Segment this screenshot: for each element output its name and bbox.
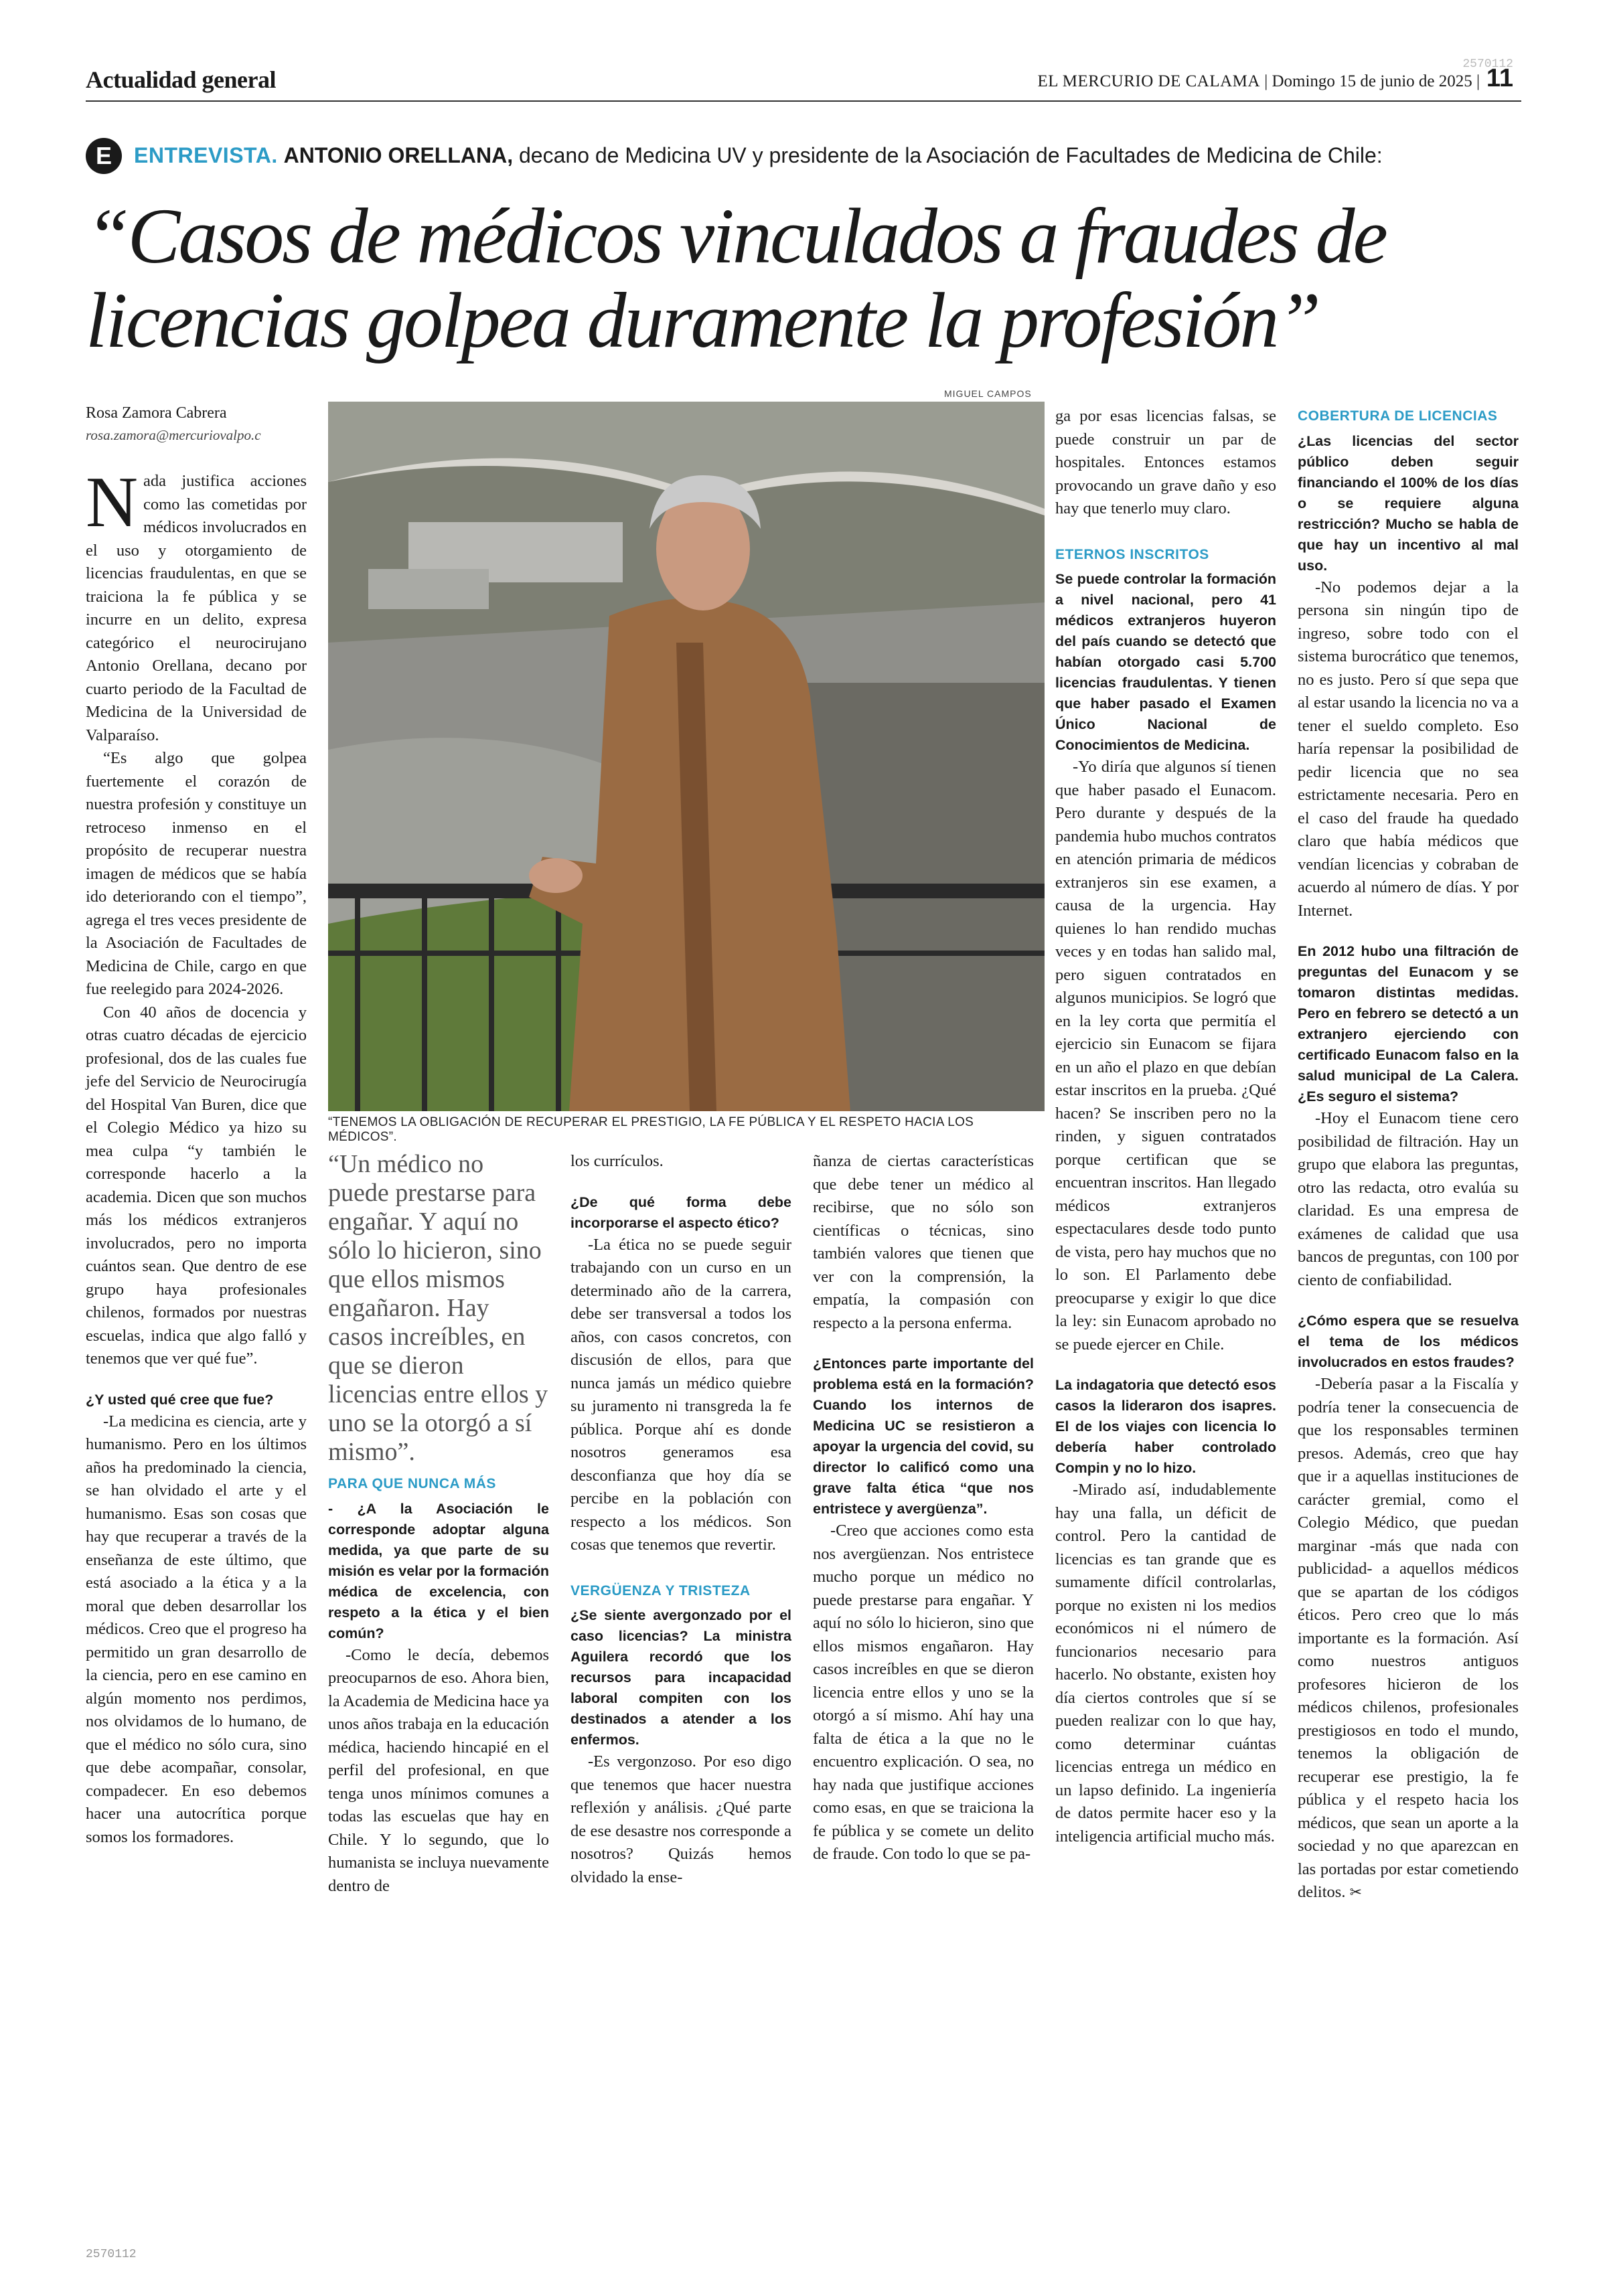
kicker-name: ANTONIO ORELLANA, — [283, 143, 514, 167]
answer: -Creo que acciones como esta nos avergüenzan. Nos entristece mucho porque un médico no puede prestarse para engañar. Y aquí no sólo lo hicieron, sino que ellos mismos engañaron. Hay casos increíbles en que se dieron licencia entre ellos y uno se la otorgó a sí mismo. Ahí hay una falta de ética a la que no le encuentro explicación. O sea, no hay nada que justifique acciones como esas, en que se traiciona la fe pública y se comete un delito de fraude. Con todo lo que se pa- — [813, 1522, 1034, 1863]
kicker-role: decano de Medicina UV y presidente de la Asociación de Facultades de Medicina de Chile: — [519, 143, 1383, 167]
subheading: VERGÜENZA Y TRISTEZA — [570, 1582, 751, 1598]
paragraph: “Es algo que golpea fuertemente el corazón de nuestra profesión y constituye un retroceso inmenso en el propósito de recuperar nuestra imagen de médicos que se había ido deteriorando con el tiempo”, agrega el tres veces presidente de la Asociación de Facultades de Medicina de Chile, cargo en que fue reelegido para 2024-2026. — [86, 749, 307, 998]
subheading: COBERTURA DE LICENCIAS — [1298, 408, 1498, 424]
question: En 2012 hubo una filtración de preguntas del Eunacom y se tomaron distintas medidas. Pero en febrero se detectó a un extranjero ejerciendo con certificado Eunacom falso en la salud municipal de La Calera. ¿Es seguro el sistema? — [1298, 943, 1519, 1104]
answer: -La medicina es ciencia, arte y humanismo. Pero en los últimos años ha predominado la ciencia, se han olvidado el arte y el humanismo. Esas son cosas que hay que recuperar a través de la enseñanza de este último, que está asociado a la ética y a la moral que deben desarrollar los médicos. Creo que el progreso ha permitido un gran desarrollo de la ciencia, pero en ese camino en algún momento nos perdimos, nos olvidamos de lo humano, de que el médico no sólo cura, sino que debe acompañar, consolar, compadecer. En eso debemos hacer una autocrítica porque somos los formadores. — [86, 1412, 307, 1846]
paragraph: Con 40 años de docencia y otras cuatro décadas de ejercicio profesional, dos de las cuales fue jefe del Servicio de Neurocirugía del Hospital Van Buren, dice que el Colegio Médico ya hizo su mea culpa “y también le corresponde hacerlo a la academia. Dicen que son muchos más los médicos extranjeros involucrados, pero no importa cuántos sean. Que dentro de ese grupo haya profesionales chilenos, formados por nuestras escuelas, indica que algo falló y tenemos que ver qué fue”. — [86, 1003, 307, 1368]
archive-stamp: 2570112 — [1462, 58, 1513, 71]
question: ¿Las licencias del sector público deben seguir financiando el 100% de los días o se requiere alguna restricción? Mucho se habla de que hay un incentivo al mal uso. — [1298, 432, 1519, 574]
answer: -Hoy el Eunacom tiene cero posibilidad de filtración. Hay un grupo que elabora las preguntas, otro las redacta, otro evalúa su claridad. Es una empresa de exámenes de calidad que usa bancos de preguntas, con 100 por ciento de confiabilidad. — [1298, 1109, 1519, 1289]
answer: -No podemos dejar a la persona sin ningún tipo de ingreso, sobre todo con el sistema burocrático que tenemos, no es justo. Pero sí que sepa que al estar usando la licencia no va a tener el sueldo completo. Eso haría repensar la posibilidad de pedir licencia que no sea estrictamente necesaria. Pero en el caso del fraude ha quedado claro que había médicos que vendían licencias y cobraban de acuerdo al número de días. Y por Internet. — [1298, 578, 1519, 920]
end-mark-icon: ✂ — [1349, 1884, 1363, 1901]
continuation: los currículos. — [570, 1152, 664, 1170]
question: ¿De qué forma debe incorporarse el aspecto ético? — [570, 1194, 791, 1231]
subheading: PARA QUE NUNCA MÁS — [328, 1476, 496, 1491]
question: ¿Entonces parte importante del problema está en la formación? Cuando los internos de Medicina UC se resistieron a apoyar la urgencia del covid, su director lo calificó como una grave falta ética “que nos entristece y avergüenza”. — [813, 1356, 1034, 1517]
question: Se puede controlar la formación a nivel nacional, pero 41 médicos extranjeros huyeron del país cuando se detectó que habían otorgado casi 5.700 licencias fraudulentas. Y tienen que haber pasado el Examen Único Nacional de Conocimientos de Medicina. — [1055, 571, 1276, 753]
answer: -Mirado así, indudablemente hay una falla, un déficit de control. Pero la cantidad de licencias es tan grande que es sumamente difícil controlarlas, porque no existen ni los medios económicos ni el número de funcionarios necesario para hacerlo. No obstante, existen hoy día ciertos controles que sí se pueden realizar con lo que hay, como determinar cuántas licencias entrega un médico en un lapso definido. La ingeniería de datos permite hacer eso y la inteligencia artificial mucho más. — [1055, 1481, 1276, 1846]
answer-text: -Debería pasar a la Fiscalía y podría tener la consecuencia de que los responsables terminen presos. Además, creo que hay que ir a aquellas instituciones de carácter gremial, como el Colegio Médico, que puedan marginar -más que nada con publicidad- a aquellos médicos que se apartan de los códigos éticos. Pero creo que lo más importante es la formación. Así como nuestros antiguos profesores hicieron de los médicos chilenos, profesionales prestigiosos en todo el mundo, tenemos la obligación de recuperar ese prestigio, la fe pública y el respeto hacia los médicos, que sean un aporte a la sociedad y no que aparezcan en las portadas por estar cometiendo delitos. — [1298, 1375, 1519, 1901]
interview-badge: E — [86, 138, 122, 174]
answer: -Es vergonzoso. Por eso digo que tenemos que hacer nuestra reflexión y análisis. ¿Qué parte de ese desastre nos corresponde a nosotros? Quizás hemos olvidado la ense- — [570, 1752, 791, 1886]
column-3 — [570, 1150, 791, 1889]
column-5 — [1055, 405, 1276, 1848]
answer: -Como le decía, debemos preocuparnos de eso. Ahora bien, la Academia de Medicina hace ya unos años trabaja en la educación médica, haciendo hincapié en el perfil del profesional, en que tenga unos mínimos comunes a todas las escuelas que hay en Chile. Y lo segundo, que lo humanista se incluya nuevamente dentro de — [328, 1645, 549, 1895]
column-2 — [328, 1473, 549, 1898]
issue-date: Domingo 15 de junio de 2025 — [1272, 72, 1472, 90]
portrait-illustration — [328, 402, 1045, 1111]
subheading: ETERNOS INSCRITOS — [1055, 546, 1209, 562]
column-6 — [1298, 405, 1519, 1905]
byline-author: Rosa Zamora Cabrera — [86, 404, 227, 422]
publication-name: EL MERCURIO DE CALAMA — [1037, 72, 1260, 90]
answer: -La ética no se puede seguir trabajando con un curso en un determinado año de la carrera, debe ser transversal a todos los años, con casos concretos, con discusión de ellos, para que nunca jamás un médico quiebre su juramento ni transgreda la fe pública. Porque ahí es donde nosotros generamos esa desconfianza que hoy día se percibe en la población con respecto a los médicos. Son cosas que tenemos que revertir. — [570, 1235, 791, 1554]
continuation: ga por esas licencias falsas, se puede construir un par de hospitales. Entonces estamos provocando un grave daño y eso hay que tenerlo muy claro. — [1055, 407, 1276, 517]
continuation: ñanza de ciertas características que debe tener un médico al recibirse, que no sólo son científicas o técnicas, sino también valores que tienen que ver con la comprensión, la empatía, la compasión con respecto a la persona enferma. — [813, 1152, 1034, 1332]
page-number: 11 — [1486, 64, 1513, 92]
question: ¿Cómo espera que se resuelva el tema de los médicos involucrados en estos fraudes? — [1298, 1313, 1519, 1370]
kicker — [134, 143, 1383, 168]
lead-paragraph — [86, 463, 307, 747]
question: ¿Se siente avergonzado por el caso licencias? La ministra Aguilera recordó que los recursos para incapacidad laboral compiten con los destinados a atender a los enfermos. — [570, 1607, 791, 1748]
column-4 — [813, 1150, 1034, 1866]
masthead: EL MERCURIO DE CALAMA | Domingo 15 de junio de 2025 | — [1037, 72, 1480, 90]
lead-text: ada justifica acciones como las cometidas por médicos involucrados en el uso y otorgamiento de licencias fraudulentas, en que se traiciona la fe pública y se incurre en un delito, expresa categórico el neurocirujano Antonio Orellana, decano por cuarto periodo de la Facultad de Medicina de la Universidad de Valparaíso. — [86, 472, 307, 744]
photo-caption: “TENEMOS LA OBLIGACIÓN DE RECUPERAR EL PRESTIGIO, LA FE PÚBLICA Y EL RESPETO HACIA LOS MÉDICOS”. — [328, 1115, 974, 1144]
drop-cap: N — [86, 463, 138, 542]
column-1 — [86, 463, 307, 1849]
headline: “Casos de médicos vinculados a fraudes de licencias golpea duramente la profesión” — [86, 192, 1386, 364]
question: La indagatoria que detectó esos casos la lideraron dos isapres. El de los viajes con licencia lo debería haber controlado Compin y no lo hizo. — [1055, 1377, 1276, 1476]
photo-building-2 — [368, 569, 489, 609]
answer — [1298, 1373, 1519, 1905]
pull-quote: “Un médico no puede prestarse para engañar. Y aquí no sólo lo hicieron, sino que ellos mismos engañaron. Hay casos increíbles, en que se dieron licencias entre ellos y uno se la otorgó a sí mismo”. — [328, 1150, 548, 1466]
section-title: Actualidad general — [86, 66, 276, 93]
answer: -Yo diría que algunos sí tienen que haber pasado el Eunacom. Pero durante y después de la pandemia hubo muchos contratos en atención primaria de médicos extranjeros sin ese examen, a causa de la urgencia. Hay quienes lo han rendido muchas veces y en todas han salido mal, pero siguen contratados en algunos municipios. Se logró que en la ley corta que permitía el ejercicio sin Eunacom se fijara en un año el plazo en que debían estar inscritos en la prueba. ¿Qué hacen? Se inscriben pero no la rinden, y siguen contratados porque certifican que se encuentran inscritos. Han llegado médicos extranjeros espectaculares desde todo punto de vista, pero hay muchos que no lo son. El Parlamento debe preocuparse y exigir lo que dice la ley: sin Eunacom aprobado no se puede ejercer en Chile. — [1055, 758, 1276, 1354]
byline-email: rosa.zamora@mercuriovalpo.c — [86, 427, 261, 443]
portrait-photo — [328, 402, 1045, 1111]
header-rule — [86, 100, 1521, 102]
question: - ¿A la Asociación le corresponde adoptar alguna medida, ya que parte de su misión es velar por la formación médica de excelencia, con respeto a la ética y el bien común? — [328, 1500, 549, 1641]
kicker-label: ENTREVISTA. — [134, 143, 278, 167]
photo-credit: MIGUEL CAMPOS — [944, 388, 1032, 399]
question: ¿Y usted qué cree que fue? — [86, 1391, 274, 1408]
photo-hand — [529, 858, 583, 893]
footer-code: 2570112 — [86, 2248, 137, 2261]
